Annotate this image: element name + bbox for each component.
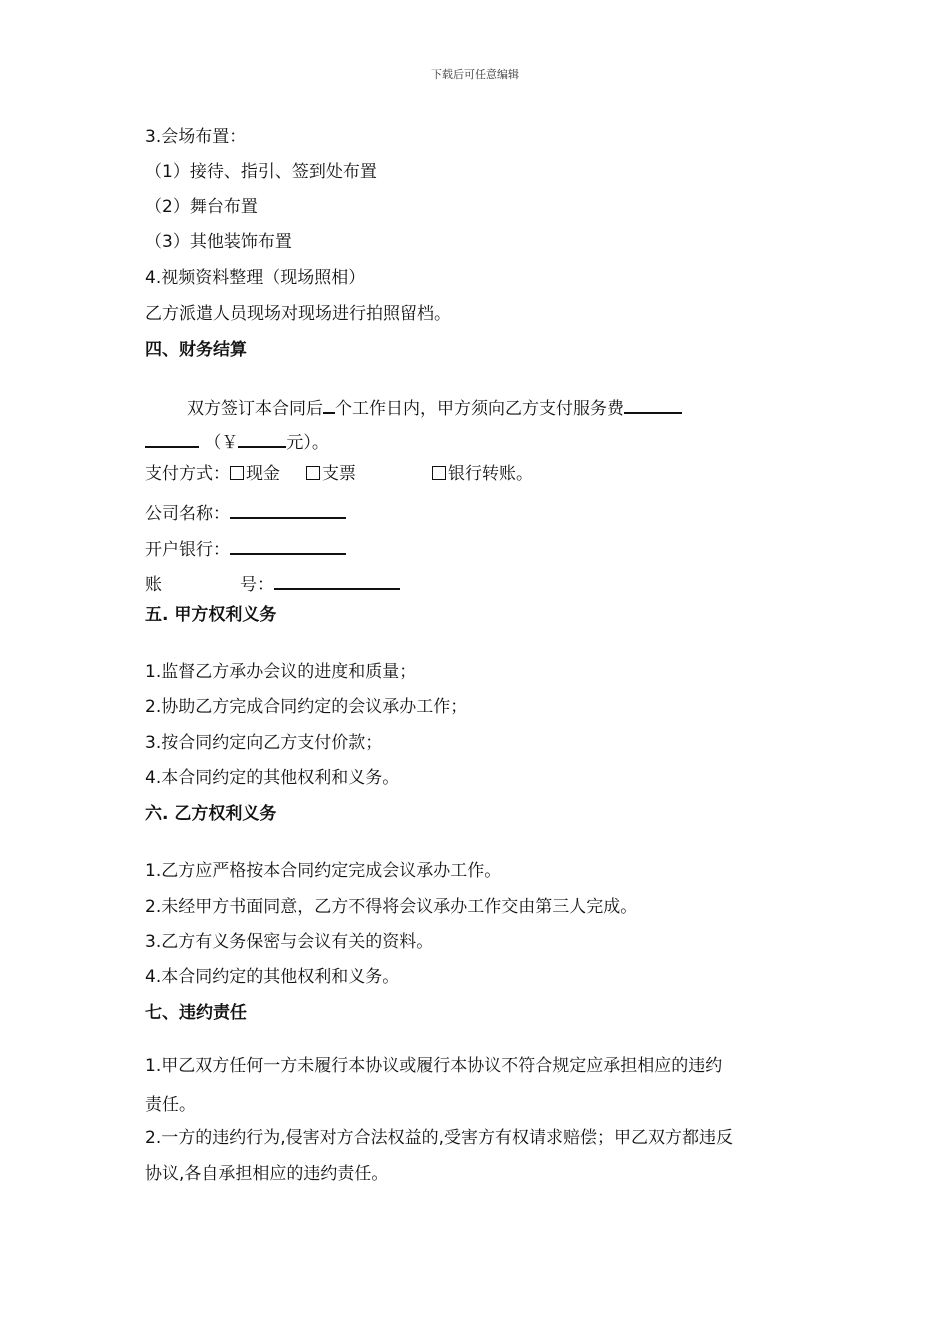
company-label: 公司名称： [145, 504, 230, 524]
bank-transfer-checkbox[interactable] [432, 466, 446, 480]
amount-blank [238, 428, 286, 448]
list-item: 2.协助乙方完成合同约定的会议承办工作； [145, 697, 468, 717]
account-label-a: 账 [145, 575, 162, 595]
liability-item-2-line2: 协议,各自承担相应的违约责任。 [145, 1164, 389, 1184]
venue-item: （2）舞台布置 [145, 197, 258, 217]
payment-label: 支付方式： [145, 464, 230, 484]
finance-text-part2: 个工作日内，甲方须向乙方支付服务费 [335, 399, 624, 419]
account-row [145, 570, 400, 596]
section-heading-party-b: 六. 乙方权利义务 [145, 804, 277, 824]
finance-text-part1: 双方签订本合同后 [187, 399, 323, 419]
bank-label: 开户银行： [145, 540, 230, 560]
bank-row [145, 535, 346, 561]
bank-blank[interactable] [230, 535, 346, 555]
section-heading-liability: 七、违约责任 [145, 1003, 247, 1023]
section-heading-party-a: 五. 甲方权利义务 [145, 605, 277, 625]
account-blank[interactable] [274, 570, 400, 590]
list-item: 2.未经甲方书面同意，乙方不得将会议承办工作交由第三人完成。 [145, 897, 638, 917]
cheque-checkbox[interactable] [306, 466, 320, 480]
list-item: 4.本合同约定的其他权利和义务。 [145, 768, 400, 788]
liability-item-1-line1: 1.甲乙双方任何一方未履行本协议或履行本协议不符合规定应承担相应的违约 [145, 1056, 723, 1076]
video-desc: 乙方派遣人员现场对现场进行拍照留档。 [145, 304, 451, 324]
fee-blank-cont [145, 428, 199, 448]
list-item: 3.乙方有义务保密与会议有关的资料。 [145, 932, 434, 952]
cash-checkbox[interactable] [230, 466, 244, 480]
page-header: 下载后可任意编辑 [431, 68, 519, 81]
company-name-blank[interactable] [230, 499, 346, 519]
payment-option-cheque: 支票 [322, 464, 356, 484]
liability-item-1-line2: 责任。 [145, 1095, 196, 1115]
venue-item: （3）其他装饰布置 [145, 232, 292, 252]
finance-paragraph [187, 394, 682, 420]
liability-item-2-line1: 2.一方的违约行为,侵害对方合法权益的,受害方有权请求赔偿；甲乙双方都违反 [145, 1128, 734, 1148]
list-item: 1.监督乙方承办会议的进度和质量； [145, 662, 417, 682]
payment-option-transfer: 银行转账。 [448, 464, 533, 484]
finance-paragraph-line2 [145, 428, 329, 454]
payment-option-cash: 现金 [246, 464, 280, 484]
fee-blank [624, 394, 682, 414]
company-name-row [145, 499, 346, 525]
account-label-b: 号： [240, 575, 274, 595]
list-item: 3.按合同约定向乙方支付价款； [145, 733, 383, 753]
venue-item: （1）接待、指引、签到处布置 [145, 162, 377, 182]
workdays-blank [323, 394, 335, 414]
finance-yuan-close: 元）。 [286, 433, 329, 453]
list-item: 1.乙方应严格按本合同约定完成会议承办工作。 [145, 861, 502, 881]
list-item: 4.本合同约定的其他权利和义务。 [145, 967, 400, 987]
venue-title: 3.会场布置： [145, 127, 247, 147]
finance-yuan-open: （￥ [204, 433, 239, 453]
video-title: 4.视频资料整理（现场照相） [145, 268, 366, 288]
section-heading-finance: 四、财务结算 [145, 340, 247, 360]
payment-method-row [145, 463, 533, 485]
